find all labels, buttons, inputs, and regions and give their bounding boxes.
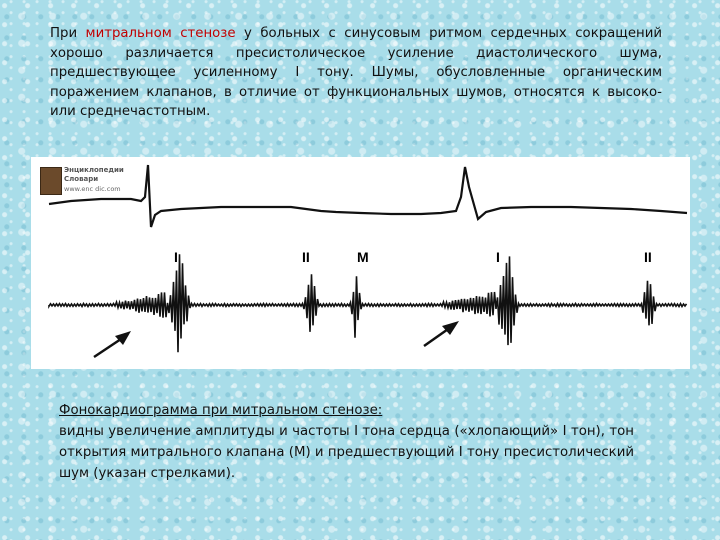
intro-part1: При	[50, 26, 86, 41]
arrow-icon	[94, 331, 131, 357]
logo-url: www.enc dic.com	[64, 185, 121, 193]
ecg-trace	[49, 165, 687, 227]
phonocardiogram-svg	[31, 157, 690, 369]
logo-line2: Словари	[64, 175, 99, 183]
phonocardiogram-figure	[31, 157, 690, 369]
label-second-tone-2: II	[644, 249, 652, 265]
intro-paragraph	[50, 24, 662, 122]
figure-caption	[59, 400, 634, 484]
arrow-icon	[424, 321, 459, 346]
label-mitral-opening: M	[357, 249, 369, 265]
logo-line1: Энциклопедии	[64, 166, 124, 174]
intro-highlight: митральном стенозе	[85, 26, 236, 41]
caption-title: Фонокардиограмма при митральном стенозе:	[59, 403, 383, 418]
label-first-tone-2: I	[496, 249, 500, 265]
caption-body: видны увеличение амплитуды и частоты I тона сердца («хлопающий» I тон), тон открытия митрального клапана (М) и предшествующий I тону пресистолический шум (указан стрелками).	[59, 424, 634, 481]
intro-part2: у больных с синусовым ритмом сердечных сокращений хорошо различается пресистолическое усиление диастолического шума, предшествующее усиленному I тону. Шумы, обусловленные органическим поражением клапанов, в отличие от функциональных шумов, относятся к высоко- или среднечастотным.	[50, 26, 662, 119]
label-second-tone-1: II	[302, 249, 310, 265]
pcg-trace	[49, 254, 687, 352]
label-first-tone-1: I	[174, 249, 178, 265]
